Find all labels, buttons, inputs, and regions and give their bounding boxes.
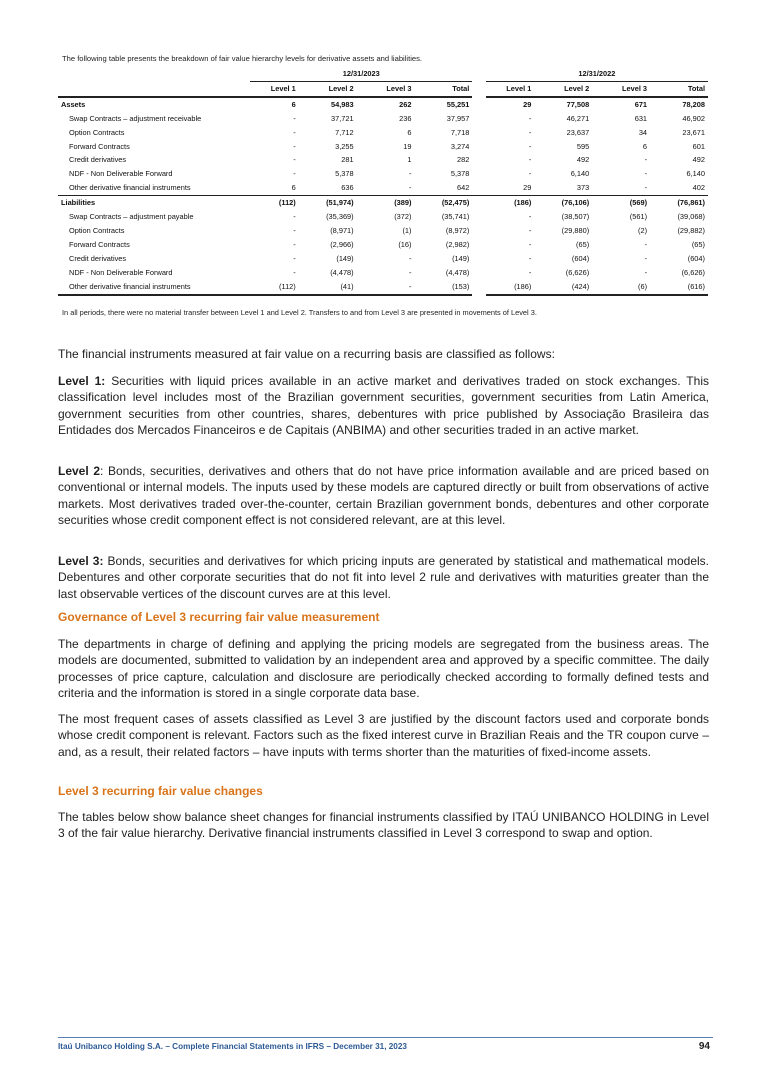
value-cell: (604) [687,253,705,263]
value-cell: 642 [457,183,470,193]
row-label: Forward Contracts [69,141,130,151]
value-cell: (6,626) [565,267,590,277]
value-cell: 6,140 [686,169,705,179]
value-cell: 636 [341,183,354,193]
value-cell: - [528,225,532,235]
value-cell: (186) [486,280,535,295]
value-cell: (65) [691,239,705,249]
value-cell: (2) [638,225,648,235]
changes-paragraph: The tables below show balance sheet changes for financial instruments classified by ITAÚ UNIBANCO HOLDING in Level 3 of the fair value hierarchy. Derivative financial instruments classified in Level 3 correspond to swap and option. [58,810,709,841]
value-cell: (76,106) [534,196,592,210]
table-row [58,140,708,154]
value-cell: (8,972) [445,225,470,235]
value-cell: (424) [534,280,592,295]
row-label: Option Contracts [69,127,125,137]
value-cell: (389) [357,196,415,210]
level3-paragraph [58,553,709,602]
value-cell: 29 [523,183,532,193]
value-cell: 595 [576,141,590,151]
intro-paragraph: The financial instruments measured at fair value on a recurring basis are classified as follows: [58,347,555,361]
level1-paragraph [58,373,709,439]
value-cell: - [293,141,296,151]
col-header: Level 2 [534,81,592,96]
value-cell: - [293,212,296,222]
value-cell: (112) [250,280,299,295]
value-cell: 6 [407,127,412,137]
row-label: Forward Contracts [69,239,130,249]
value-cell: 492 [692,155,705,165]
column-gap [472,112,485,126]
value-cell: - [644,267,648,277]
col-header: Level 3 [592,81,650,96]
column-gap [472,140,485,154]
value-cell: - [528,267,532,277]
value-cell: - [293,239,296,249]
value-cell: - [528,212,532,222]
table-row [58,181,708,195]
value-cell: (41) [299,280,357,295]
table-row [58,153,708,167]
value-cell: 78,208 [682,99,705,109]
value-cell: (65) [576,239,590,249]
value-cell: 77,508 [566,99,590,109]
level2-title: Level 2 [58,464,100,478]
value-cell: (16) [398,239,412,249]
table-row [58,112,708,126]
value-cell: 282 [457,155,470,165]
footer-divider [58,1037,713,1038]
table-row [58,238,708,252]
value-cell: 6 [291,183,296,193]
value-cell: - [528,253,532,263]
value-cell: 46,271 [566,113,590,123]
value-cell: 23,637 [566,127,590,137]
value-cell: 7,712 [335,127,354,137]
col-header: Level 1 [250,81,299,96]
column-gap [472,266,485,280]
period-header-2023: 12/31/2023 [250,67,472,81]
table-row [58,252,708,266]
value-cell: - [528,155,532,165]
page-number: 94 [698,1041,710,1052]
value-cell: 281 [341,155,354,165]
value-cell: 29 [523,99,532,109]
column-gap [472,153,485,167]
column-gap [472,126,485,140]
value-cell: 55,251 [446,99,470,109]
column-gap [472,224,485,238]
fair-value-table [58,67,708,296]
value-cell: (616) [650,280,708,295]
column-gap [472,97,485,112]
value-cell: 5,378 [450,169,470,179]
value-cell: (149) [452,253,470,263]
changes-heading: Level 3 recurring fair value changes [58,784,263,798]
value-cell: (35,741) [441,212,470,222]
table-row [58,167,708,181]
table-row [58,266,708,280]
col-header: Level 3 [357,81,415,96]
value-cell: 6 [291,99,296,109]
value-cell: 671 [634,99,648,109]
value-cell: (51,974) [299,196,357,210]
level2-text: : Bonds, securities, derivatives and others that do not have price information available and are priced based on conventional or internal models. The inputs used by these models are captured directly or built from observations of active markets. Most derivatives traded over-the-counter, certain Brazilian government bonds, debentures and other corporate securities whose credit component effect is not considered relevant, are at this level. [58,464,710,528]
value-cell: (38,507) [561,212,590,222]
value-cell: (112) [250,196,299,210]
value-cell: - [528,141,532,151]
value-cell: 19 [403,141,412,151]
table-caption: The following table presents the breakdown of fair value hierarchy levels for derivative assets and liabilities. [62,54,423,63]
row-label: Option Contracts [69,225,125,235]
value-cell: 236 [399,113,412,123]
governance-paragraph-1: The departments in charge of defining and applying the pricing models are segregated from the business areas. The models are documented, submitted to validation by an independent area and approved by a specific committee. The daily processes of price capture, calculation and disclosure are periodically checked according to formally defined tests and criteria and the information is stored in a single corporate data base. [58,637,709,701]
value-cell: 5,378 [335,169,354,179]
value-cell: - [409,169,412,179]
governance-paragraph-2: The most frequent cases of assets classified as Level 3 are justified by the discount factors used and corporate bonds whose credit component is relevant. Factors such as the fixed interest curve in Brazilian Reais and the TR coupon curve – and, as a result, their related factors – have inputs with terms shorter than the maturities of fixed-income assets. [58,712,709,759]
transfer-note: In all periods, there were no material transfer between Level 1 and Level 2. Transfers to and from Level 3 are presented in movements of Level 3. [62,308,537,317]
value-cell: - [293,253,296,263]
value-cell: - [409,253,412,263]
value-cell: (4,478) [330,267,354,277]
row-label: Swap Contracts – adjustment payable [69,212,194,222]
col-header: Level 2 [299,81,357,96]
value-cell: (2,982) [445,239,470,249]
value-cell: - [644,155,648,165]
col-header: Level 1 [486,81,535,96]
value-cell: (29,880) [561,225,590,235]
value-cell: - [293,155,296,165]
value-cell: - [528,239,532,249]
value-cell: (604) [571,253,590,263]
period-header-2022: 12/31/2022 [486,67,708,81]
column-gap [472,210,485,224]
table-row [58,210,708,224]
value-cell: 631 [634,113,648,123]
value-cell: (76,861) [650,196,708,210]
col-header: Total [650,81,708,96]
column-gap [472,280,485,295]
column-gap [472,238,485,252]
value-cell: (39,068) [677,212,705,222]
value-cell: - [293,113,296,123]
value-cell: 402 [692,183,705,193]
value-cell: (2,966) [330,239,354,249]
value-cell: - [528,127,532,137]
value-cell: (6) [592,280,650,295]
value-cell: 601 [692,141,705,151]
value-cell: - [357,280,415,295]
value-cell: (186) [486,196,535,210]
value-cell: (35,369) [326,212,354,222]
value-cell: - [293,169,296,179]
value-cell: (52,475) [414,196,472,210]
column-gap [472,252,485,266]
value-cell: (6,626) [681,267,705,277]
col-header: Total [414,81,472,96]
value-cell: 7,718 [450,127,470,137]
value-cell: - [644,253,648,263]
section-label: Assets [61,99,86,109]
section-row [58,97,708,112]
value-cell: - [644,169,648,179]
row-label: Other derivative financial instruments [58,280,250,295]
value-cell: - [528,169,532,179]
value-cell: 37,957 [446,113,470,123]
value-cell: 6,140 [570,169,590,179]
section-row [58,196,708,210]
value-cell: 6 [642,141,648,151]
value-cell: (561) [629,212,648,222]
column-gap [472,167,485,181]
value-cell: - [293,127,296,137]
value-cell: 23,671 [682,127,705,137]
value-cell: 1 [407,155,412,165]
level3-text: Bonds, securities and derivatives for which pricing inputs are generated by statistical and mathematical models. Debentures and other corporate securities that do not fit into level 2 rule and derivatives with maturities greater than the last observable vertices of the discount curves are at this level. [58,554,709,601]
level2-paragraph [58,463,709,529]
value-cell: - [528,113,532,123]
value-cell: (1) [402,225,412,235]
value-cell: (8,971) [330,225,354,235]
row-label: Credit derivatives [69,253,127,263]
value-cell: - [644,239,648,249]
value-cell: (372) [394,212,412,222]
column-gap [472,196,485,210]
value-cell: 492 [576,155,590,165]
value-cell: 3,274 [450,141,470,151]
row-label: NDF - Non Deliverable Forward [69,267,173,277]
value-cell: 373 [576,183,590,193]
row-label: Credit derivatives [69,155,127,165]
section-label: Liabilities [58,196,250,210]
value-cell: (4,478) [445,267,470,277]
value-cell: (29,882) [677,225,705,235]
value-cell: - [644,183,648,193]
table-row [58,280,708,295]
value-cell: (153) [414,280,472,295]
level1-title: Level 1: [58,374,106,388]
value-cell: - [293,267,296,277]
table-row [58,126,708,140]
value-cell: (149) [336,253,354,263]
value-cell: 34 [638,127,648,137]
value-cell: (569) [592,196,650,210]
value-cell: 3,255 [335,141,354,151]
value-cell: - [293,225,296,235]
value-cell: 262 [399,99,412,109]
value-cell: - [409,183,412,193]
value-cell: - [409,267,412,277]
table-row [58,224,708,238]
value-cell: 46,902 [682,113,705,123]
value-cell: 54,983 [331,99,354,109]
value-cell: 37,721 [331,113,354,123]
level3-title: Level 3: [58,554,104,568]
row-label: NDF - Non Deliverable Forward [69,169,173,179]
footer-title: Itaú Unibanco Holding S.A. – Complete Financial Statements in IFRS – December 31, 2023 [58,1042,407,1051]
column-gap [472,181,485,195]
row-label: Swap Contracts – adjustment receivable [69,113,202,123]
level1-text: Securities with liquid prices available in an active market and derivatives traded on stock exchanges. This classification level includes most of the Brazilian government securities, government securities from Latin America, government securities from other countries, shares, debentures with price published by Associação Brasileira das Entidades dos Mercados Financeiros e de Capitais (ANBIMA) and other securities traded in an active market. [58,374,709,438]
row-label: Other derivative financial instruments [69,183,191,193]
governance-heading: Governance of Level 3 recurring fair value measurement [58,610,380,624]
